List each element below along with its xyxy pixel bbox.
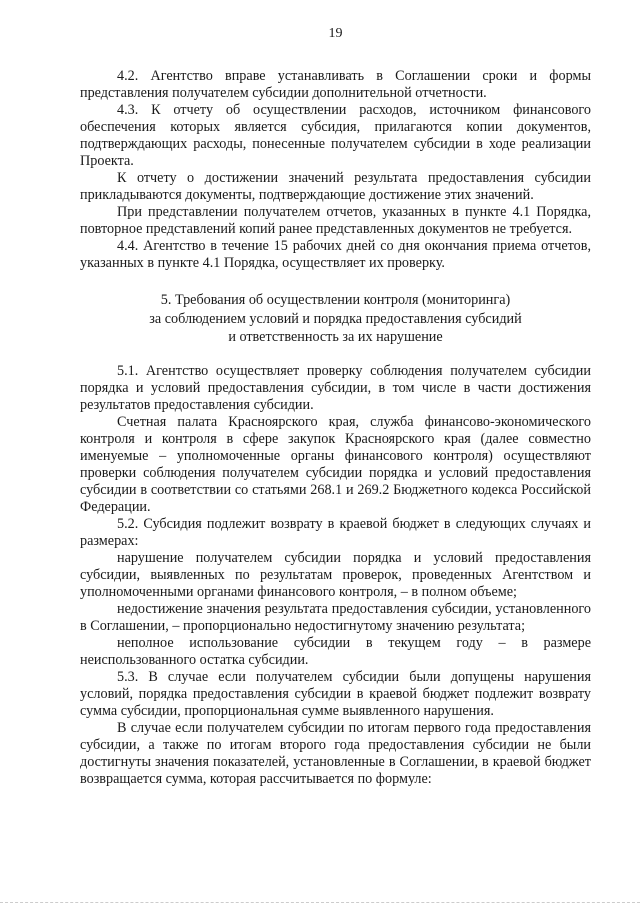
- paragraph-4-2: 4.2. Агентство вправе устанавливать в Соглашении сроки и формы представления получателем субсидии дополнительной отчетности.: [80, 68, 591, 101]
- paragraph-5-1: 5.1. Агентство осуществляет проверку соблюдения получателем субсидии порядка и условий предоставления субсидии, в том числе в части достижения результатов предоставления субсидии.: [80, 362, 591, 413]
- section-heading-line-3: и ответственность за их нарушение: [228, 329, 443, 345]
- body-text-top: [80, 68, 591, 272]
- paragraph-incomplete-use: неполное использование субсидии в текущем году – в размере неиспользованного остатка субсидии.: [80, 634, 591, 668]
- paragraph-audit-chamber: Счетная палата Красноярского края, служба финансово-экономического контроля и контроля в сфере закупок Красноярского края (далее совместно именуемые – уполномоченные органы финансового контроля) осуществляют проверки соблюдения получателем субсидии порядка и условий предоставления субсидии в соответствии со статьями 268.1 и 269.2 Бюджетного кодекса Российской Федерации.: [80, 413, 591, 515]
- paragraph-4-3: 4.3. К отчету об осуществлении расходов, источником финансового обеспечения которых является субсидия, прилагаются копии документов, подтверждающих расходы, понесенные получателем субсидии в ходе реализации Проекта.: [80, 102, 591, 169]
- paragraph-5-2: 5.2. Субсидия подлежит возврату в краевой бюджет в следующих случаях и размерах:: [80, 515, 591, 549]
- scan-bottom-edge: [0, 902, 640, 903]
- paragraph-5-3: 5.3. В случае если получателем субсидии были допущены нарушения условий, порядка предоставления субсидии в краевой бюджет подлежит возврату сумма субсидии, пропорциональная сумме выявленного нарушения.: [80, 668, 591, 719]
- paragraph-violation: нарушение получателем субсидии порядка и условий предоставления субсидии, выявленных по результатам проверок, проведенных Агентством и уполномоченными органами финансового контроля, – в полном объеме;: [80, 549, 591, 600]
- paragraph-repeat-copies: При представлении получателем отчетов, указанных в пункте 4.1 Порядка, повторное представлений копий ранее представленных документов не требуется.: [80, 204, 591, 237]
- paragraph-results-report: К отчету о достижении значений результата предоставления субсидии прикладываются документы, подтверждающие достижение этих значений.: [80, 170, 591, 203]
- section-heading-line-1: 5. Требования об осуществлении контроля (мониторинга): [160, 292, 511, 308]
- section-heading: [80, 291, 591, 347]
- paragraph-formula-intro: В случае если получателем субсидии по итогам первого года предоставления субсидии, а также по итогам второго года предоставления субсидии не были достигнуты значения показателей, установленные в Соглашении, в краевой бюджет возвращается сумма, которая рассчитывается по формуле:: [80, 719, 591, 787]
- paragraph-4-4: 4.4. Агентство в течение 15 рабочих дней со дня окончания приема отчетов, указанных в пункте 4.1 Порядка, осуществляет их проверку.: [80, 238, 591, 271]
- paragraph-non-achievement: недостижение значения результата предоставления субсидии, установленного в Соглашении, – пропорционально недостигнутому значению результата;: [80, 600, 591, 634]
- section-heading-line-2: за соблюдением условий и порядка предоставления субсидий: [149, 310, 522, 327]
- page-number: 19: [328, 26, 343, 41]
- body-text-bottom: [80, 363, 591, 788]
